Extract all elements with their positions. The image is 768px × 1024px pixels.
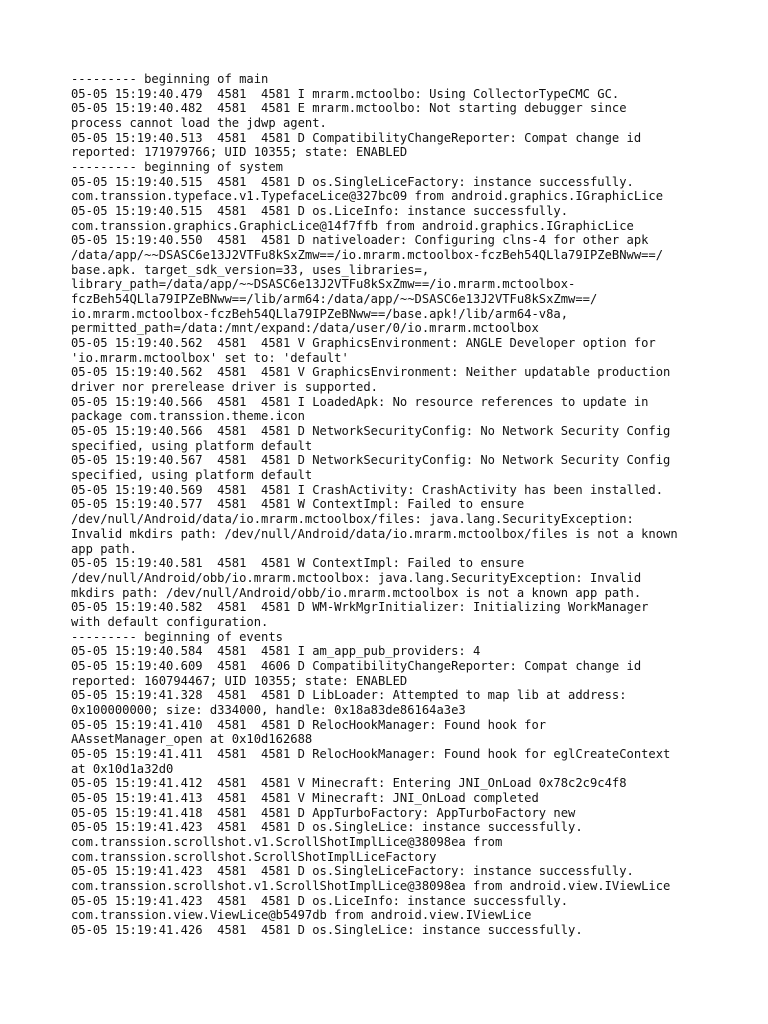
log-line: process cannot load the jdwp agent. — [71, 116, 327, 131]
log-line: 05-05 15:19:41.413 4581 4581 V Minecraft: JNI_OnLoad completed — [71, 790, 539, 805]
log-line: reported: 160794467; UID 10355; state: ENABLED — [71, 673, 408, 688]
log-line: 0x100000000; size: d334000, handle: 0x18a83de86164a3e3 — [71, 702, 466, 717]
log-line: 'io.mrarm.mctoolbox' set to: 'default' — [71, 350, 349, 365]
log-line: com.transsion.typeface.v1.TypefaceLice@327bc09 from android.graphics.IGraphicLice — [71, 189, 664, 204]
log-line: mkdirs path: /dev/null/Android/obb/io.mrarm.mctoolbox is not a known app path. — [71, 585, 642, 600]
log-line: 05-05 15:19:40.569 4581 4581 I CrashActivity: CrashActivity has been installed. — [71, 482, 664, 497]
log-line: com.transsion.scrollshot.ScrollShotImplLiceFactory — [71, 849, 437, 864]
log-line: 05-05 15:19:40.482 4581 4581 E mrarm.mctoolbo: Not starting debugger since — [71, 101, 627, 116]
log-line: 05-05 15:19:41.411 4581 4581 D RelocHookManager: Found hook for eglCreateContext — [71, 746, 671, 761]
log-line: Invalid mkdirs path: /dev/null/Android/data/io.mrarm.mctoolbox/files is not a known — [71, 526, 678, 541]
log-line: 05-05 15:19:41.418 4581 4581 D AppTurboFactory: AppTurboFactory new — [71, 805, 576, 820]
log-line: 05-05 15:19:40.584 4581 4581 I am_app_pub_providers: 4 — [71, 644, 481, 659]
log-line: 05-05 15:19:40.577 4581 4581 W ContextImpl: Failed to ensure — [71, 497, 525, 512]
log-line: --------- beginning of main — [71, 72, 269, 86]
log-line: --------- beginning of system — [71, 160, 283, 175]
log-line: com.transsion.scrollshot.v1.ScrollShotImplLice@38098ea from android.view.IViewLice — [71, 878, 671, 893]
log-line: library_path=/data/app/~~DSASC6e13J2VTFu8kSxZmw==/io.mrarm.mctoolbox- — [71, 277, 576, 292]
log-line: com.transsion.view.ViewLice@b5497db from android.view.IViewLice — [71, 908, 532, 923]
log-line: com.transsion.scrollshot.v1.ScrollShotImplLice@38098ea from — [71, 834, 503, 849]
log-line: /dev/null/Android/data/io.mrarm.mctoolbox/files: java.lang.SecurityException: — [71, 512, 634, 527]
log-line: specified, using platform default — [71, 468, 313, 483]
log-line: 05-05 15:19:40.581 4581 4581 W ContextImpl: Failed to ensure — [71, 556, 525, 571]
log-line: driver nor prerelease driver is supported. — [71, 380, 378, 395]
log-line: io.mrarm.mctoolbox-fczBeh54QLla79IPZeBNww==/base.apk!/lib/arm64-v8a, — [71, 306, 569, 321]
log-line: with default configuration. — [71, 614, 269, 629]
log-line: 05-05 15:19:40.567 4581 4581 D NetworkSecurityConfig: No Network Security Config — [71, 453, 671, 468]
log-document — [71, 72, 711, 938]
log-line: /data/app/~~DSASC6e13J2VTFu8kSxZmw==/io.mrarm.mctoolbox-fczBeh54QLla79IPZeBNww==/ — [71, 248, 664, 263]
log-line: 05-05 15:19:41.412 4581 4581 V Minecraft: Entering JNI_OnLoad 0x78c2c9c4f8 — [71, 776, 627, 791]
log-line: 05-05 15:19:40.515 4581 4581 D os.SingleLiceFactory: instance successfully. — [71, 174, 634, 189]
log-line: specified, using platform default — [71, 438, 313, 453]
log-line: package com.transsion.theme.icon — [71, 409, 305, 424]
log-line: 05-05 15:19:40.513 4581 4581 D CompatibilityChangeReporter: Compat change id — [71, 130, 642, 145]
log-line: 05-05 15:19:40.562 4581 4581 V GraphicsEnvironment: Neither updatable production — [71, 365, 671, 380]
log-line: 05-05 15:19:40.515 4581 4581 D os.LiceInfo: instance successfully. — [71, 204, 569, 219]
log-line: 05-05 15:19:41.423 4581 4581 D os.SingleLice: instance successfully. — [71, 820, 583, 835]
log-line: 05-05 15:19:40.479 4581 4581 I mrarm.mctoolbo: Using CollectorTypeCMC GC. — [71, 86, 620, 101]
log-line: /dev/null/Android/obb/io.mrarm.mctoolbox: java.lang.SecurityException: Invalid — [71, 570, 642, 585]
log-line: app path. — [71, 541, 137, 556]
log-line: 05-05 15:19:40.582 4581 4581 D WM-WrkMgrInitializer: Initializing WorkManager — [71, 600, 649, 615]
log-line: fczBeh54QLla79IPZeBNww==/lib/arm64:/data/app/~~DSASC6e13J2VTFu8kSxZmw==/ — [71, 292, 598, 307]
log-line: at 0x10d1a32d0 — [71, 761, 174, 776]
log-line: permitted_path=/data:/mnt/expand:/data/user/0/io.mrarm.mctoolbox — [71, 321, 539, 336]
log-line: base.apk. target_sdk_version=33, uses_libraries=, — [71, 262, 430, 277]
log-line: 05-05 15:19:40.566 4581 4581 D NetworkSecurityConfig: No Network Security Config — [71, 424, 671, 439]
log-line: reported: 171979766; UID 10355; state: ENABLED — [71, 145, 408, 160]
log-line: 05-05 15:19:41.423 4581 4581 D os.LiceInfo: instance successfully. — [71, 893, 569, 908]
log-line: 05-05 15:19:40.609 4581 4606 D CompatibilityChangeReporter: Compat change id — [71, 658, 642, 673]
log-line: AAssetManager_open at 0x10d162688 — [71, 732, 313, 747]
log-line: 05-05 15:19:41.423 4581 4581 D os.SingleLiceFactory: instance successfully. — [71, 864, 634, 879]
log-line: 05-05 15:19:40.566 4581 4581 I LoadedApk: No resource references to update in — [71, 394, 649, 409]
log-line: 05-05 15:19:40.550 4581 4581 D nativeloader: Configuring clns-4 for other apk — [71, 233, 649, 248]
log-line: 05-05 15:19:40.562 4581 4581 V GraphicsEnvironment: ANGLE Developer option for — [71, 336, 656, 351]
log-line: 05-05 15:19:41.328 4581 4581 D LibLoader: Attempted to map lib at address: — [71, 688, 627, 703]
log-line: --------- beginning of events — [71, 629, 283, 644]
log-line: 05-05 15:19:41.410 4581 4581 D RelocHookManager: Found hook for — [71, 717, 547, 732]
log-line: com.transsion.graphics.GraphicLice@14f7ffb from android.graphics.IGraphicLice — [71, 218, 634, 233]
log-line: 05-05 15:19:41.426 4581 4581 D os.SingleLice: instance successfully. — [71, 922, 583, 937]
